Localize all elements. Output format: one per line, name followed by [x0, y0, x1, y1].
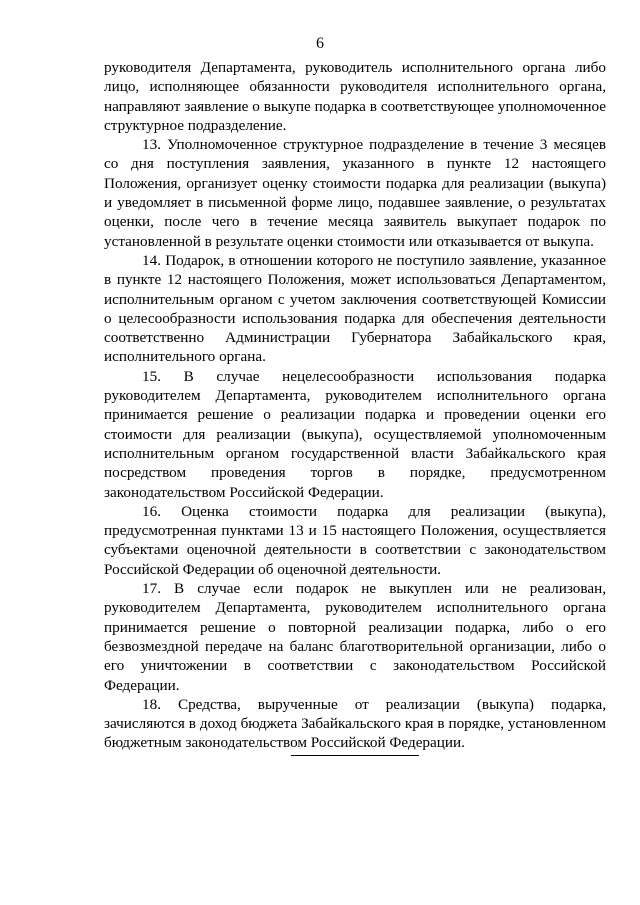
- paragraph-16: 16. Оценка стоимости подарка для реализации (выкупа), предусмотренная пунктами 13 и 15 настоящего Положения, осуществляется субъектами оценочной деятельности в соответствии с законодательством Российской Федерации об оценочной деятельности.: [104, 502, 606, 578]
- paragraph-14: 14. Подарок, в отношении которого не поступило заявление, указанное в пункте 12 настоящего Положения, может использоваться Департаментом, исполнительным органом с учетом заключения соответствующей Комиссии о целесообразности использования подарка для обеспечения деятельности соответственно Администрации Губернатора Забайкальского края, исполнительного органа.: [104, 251, 606, 366]
- end-divider-line: [291, 755, 419, 756]
- paragraph-continuation: руководителя Департамента, руководитель исполнительного органа либо лицо, исполняющее обязанности руководителя исполнительного органа, направляют заявление о выкупе подарка в соответствующее уполномоченное структурное подразделение.: [104, 59, 606, 134]
- paragraph-15: 15. В случае нецелесообразности использования подарка руководителем Департамента, руководителем исполнительного органа принимается решение о реализации подарка и проведении оценки его стоимости для реализации (выкупа), осуществляемой уполномоченным исполнительным органом государственной власти Забайкальского края посредством проведения торгов в порядке, предусмотренном законодательством Российской Федерации.: [104, 367, 606, 501]
- page-number: 6: [316, 35, 324, 52]
- document-body: [104, 58, 606, 753]
- paragraph-17: 17. В случае если подарок не выкуплен или не реализован, руководителем Департамента, руководителем исполнительного органа принимается решение о повторной реализации подарка, либо о его безвозмездной передаче на баланс благотворительной организации, либо о его уничтожении в соответствии с законодательством Российской Федерации.: [104, 580, 606, 694]
- paragraph-18: 18. Средства, вырученные от реализации (выкупа) подарка, зачисляются в доход бюджета Забайкальского края в порядке, установленном бюджетным законодательством Российской Федерации.: [104, 695, 606, 752]
- paragraph-13: 13. Уполномоченное структурное подразделение в течение 3 месяцев со дня поступления заявления, указанного в пункте 12 настоящего Положения, организует оценку стоимости подарка для реализации (выкупа) и уведомляет в письменной форме лицо, подавшее заявление, о результатах оценки, после чего в течение месяца заявитель выкупает подарок по установленной в результате оценки стоимости или отказывается от выкупа.: [104, 136, 606, 250]
